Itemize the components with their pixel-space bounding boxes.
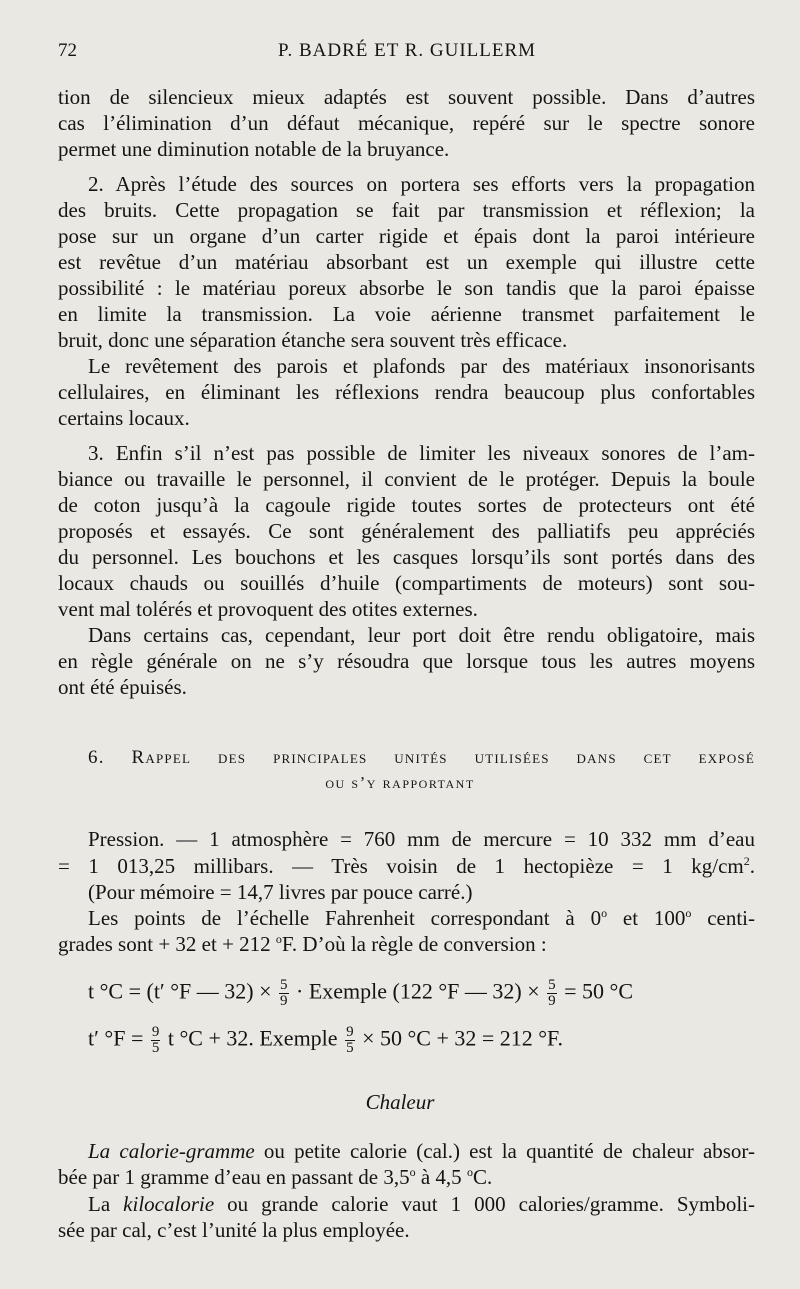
text-line: bruit, donc une séparation étanche sera souvent très efficace. — [58, 328, 568, 352]
fraction-denominator: 9 — [548, 993, 556, 1009]
text-span: C. — [472, 1165, 493, 1189]
text-line — [88, 1138, 755, 1164]
text-line: vent mal tolérés et provoquent des otites externes. — [58, 597, 478, 621]
term: La calorie-gramme — [88, 1139, 255, 1163]
text-line: locaux chauds ou souillés d’huile (compartiments de moteurs) sont sou- — [58, 571, 755, 595]
text-line: pose sur un organe d’un carter rigide et épais dont la paroi intérieure — [58, 224, 755, 248]
text-line: biance ou travaille le personnel, il convient de le protéger. Depuis la boule — [58, 467, 755, 491]
text-line — [88, 1191, 755, 1217]
fraction-numerator: 9 — [346, 1024, 354, 1040]
text-line: ont été épuisés. — [58, 675, 187, 699]
text-span: La — [88, 1192, 124, 1216]
text-span: = 1 013,25 millibars. — Très voisin de 1 hectopièze = 1 kg/cm — [58, 854, 744, 878]
text-line: du personnel. Les bouchons et les casques lorsqu’ils sont portés dans des — [58, 545, 755, 569]
text-line: Le revêtement des parois et plafonds par des matériaux insonorisants — [88, 354, 755, 378]
fraction-numerator: 9 — [151, 1024, 160, 1040]
superscript: o — [409, 1165, 416, 1179]
formula-text: t′ °F = — [88, 1025, 144, 1051]
text-span: centi- — [691, 906, 755, 930]
fraction-denominator: 5 — [346, 1040, 354, 1056]
text-line: 2. Après l’étude des sources on portera ses efforts vers la propagation — [88, 172, 755, 196]
formula-text: × 50 °C + 32 = 212 °F. — [362, 1025, 564, 1051]
text-span: ou petite calorie (cal.) est la quantité de chaleur absor- — [254, 1139, 755, 1163]
text-line: permet une diminution notable de la bruyance. — [58, 137, 450, 161]
text-line: est revêtue d’un matériau absorbant est un exemple qui illustre cette — [58, 250, 755, 274]
text-span: grades sont + 32 et + 212 — [58, 932, 276, 956]
section-title: 6. Rappel des principales unités utilisées dans cet exposé — [88, 747, 755, 768]
text-line: des bruits. Cette propagation se fait par transmission et réflexion; la — [58, 198, 755, 222]
text-line: en limite la transmission. La voie aérienne transmet parfaitement le — [58, 302, 755, 326]
text-line: 3. Enfin s’il n’est pas possible de limiter les niveaux sonores de l’am- — [88, 441, 755, 465]
term: kilocalorie — [123, 1192, 215, 1216]
text-span: bée par 1 gramme d’eau en passant de 3,5 — [58, 1165, 410, 1189]
conversion-formula-fahrenheit — [88, 1025, 563, 1056]
text-line: cas l’élimination d’un défaut mécanique, repéré sur le spectre sonore — [58, 111, 755, 135]
text-line: de coton jusqu’à la cagoule rigide toutes sortes de protecteurs ont été — [58, 493, 755, 517]
section-subtitle: ou s’y rapportant — [325, 773, 475, 792]
fraction-numerator: 5 — [280, 977, 288, 993]
text-line: tion de silencieux mieux adaptés est souvent possible. Dans d’autres — [58, 85, 755, 109]
text-line: (Pour mémoire = 14,7 livres par pouce carré.) — [88, 880, 473, 904]
text-line: proposés et essayés. Ce sont généralement des palliatifs peu appréciés — [58, 519, 755, 543]
fraction-denominator: 9 — [280, 993, 288, 1009]
text-line — [58, 853, 755, 879]
text-line: Pression. — 1 atmosphère = 760 mm de mercure = 10 332 mm d’eau — [88, 827, 755, 851]
fraction — [279, 978, 289, 1009]
text-line: possibilité : le matériau poreux absorbe le son tandis que la paroi épaisse — [58, 276, 755, 300]
text-span: et 100 — [607, 906, 686, 930]
text-line: Dans certains cas, cependant, leur port doit être rendu obligatoire, mais — [88, 623, 755, 647]
text-span: à 4,5 — [415, 1165, 467, 1189]
superscript: o — [685, 906, 692, 920]
text-line — [58, 1164, 755, 1190]
text-span: . — [749, 854, 755, 878]
text-span: ou grande calorie vaut 1 000 calories/gramme. Symboli- — [214, 1192, 756, 1216]
superscript: o — [601, 906, 608, 920]
formula-text: t °C + 32. Exemple — [167, 1025, 338, 1051]
fraction — [151, 1025, 161, 1056]
formula-text: t °C = (t′ °F — 32) × — [88, 978, 272, 1004]
fraction — [547, 978, 557, 1009]
superscript: 2 — [743, 854, 750, 868]
text-line: en règle générale on ne s’y résoudra que lorsque tous les autres moyens — [58, 649, 755, 673]
superscript: o — [275, 932, 282, 946]
subsection-heading: Chaleur — [365, 1090, 435, 1114]
text-line — [88, 905, 755, 931]
page-number: 72 — [58, 40, 77, 61]
formula-text: · Exemple (122 °F — 32) × — [296, 978, 540, 1004]
text-span: Les points de l’échelle Fahrenheit correspondant à 0 — [88, 906, 602, 930]
conversion-formula-celsius — [88, 978, 633, 1009]
formula-text: = 50 °C — [564, 978, 634, 1004]
text-line: cellulaires, en éliminant les réflexions rendra beaucoup plus confortables — [58, 380, 755, 404]
fraction — [345, 1025, 355, 1056]
text-span: F. D’où la règle de conversion : — [281, 932, 547, 956]
fraction-numerator: 5 — [548, 977, 556, 993]
running-head: P. BADRÉ ET R. GUILLERM — [278, 40, 537, 61]
text-line: sée par cal, c’est l’unité la plus employée. — [58, 1218, 410, 1242]
fraction-denominator: 5 — [151, 1040, 160, 1056]
text-line — [58, 931, 755, 957]
text-line: certains locaux. — [58, 406, 190, 430]
superscript: o — [466, 1165, 473, 1179]
